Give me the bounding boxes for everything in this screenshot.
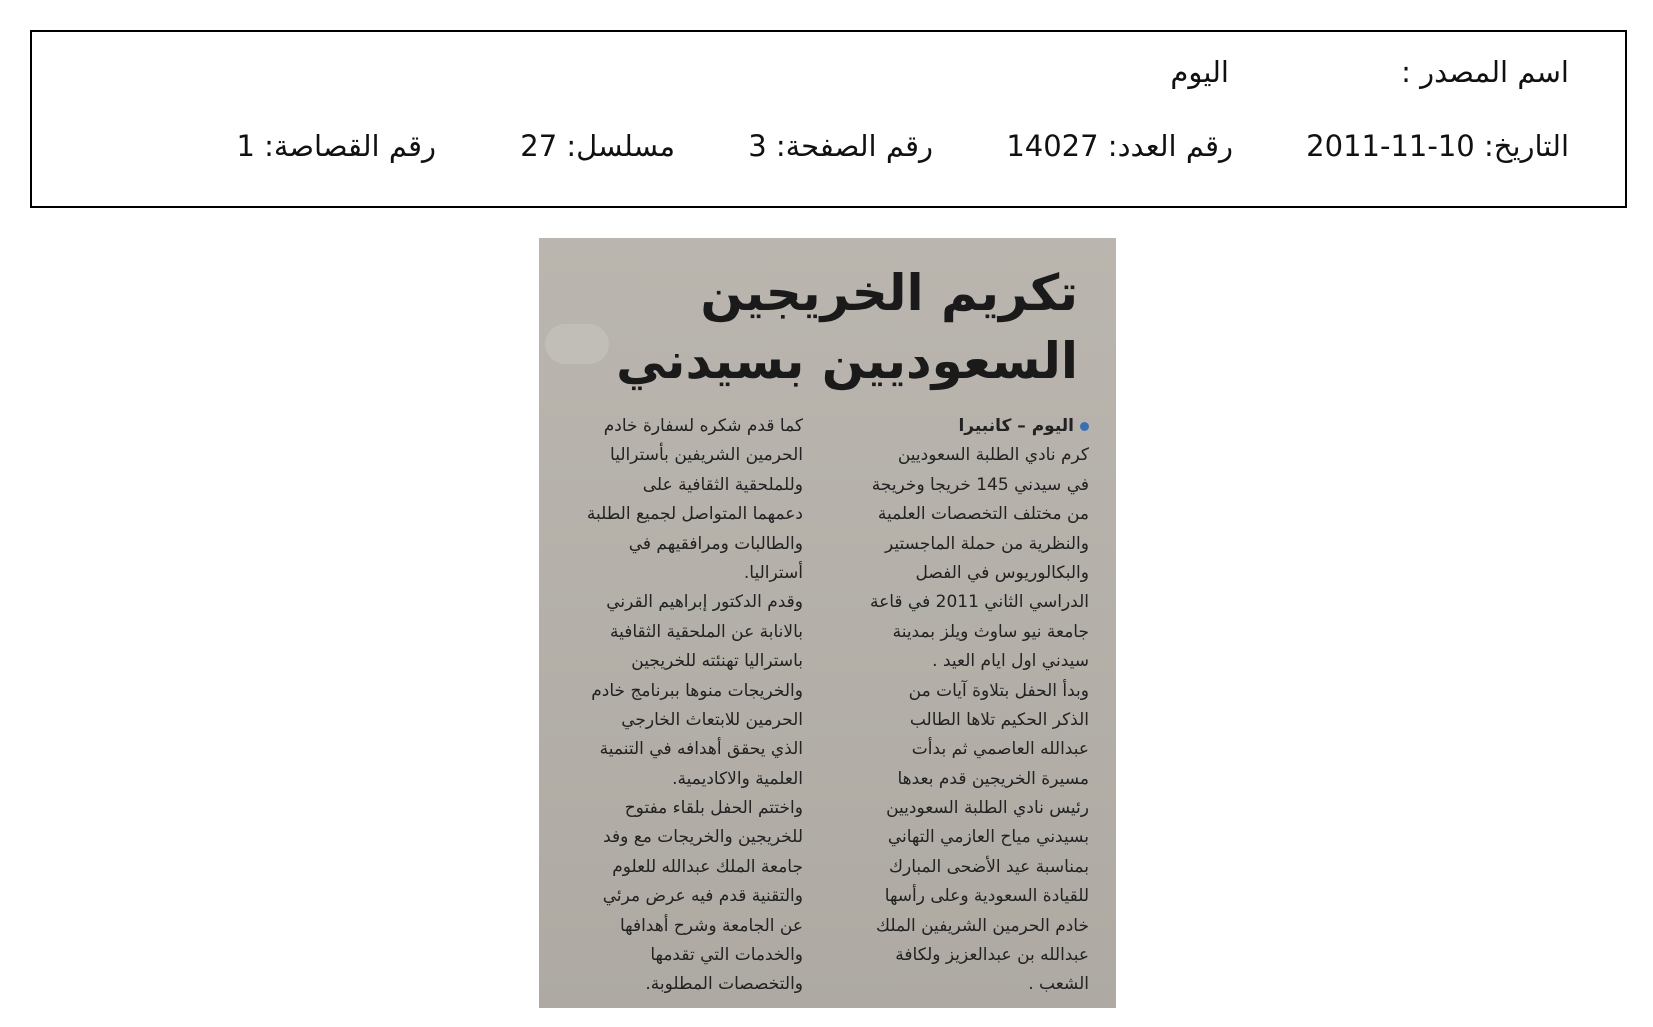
byline-text: اليوم – كانبيرا	[958, 416, 1074, 436]
article-line: الشعب .	[1028, 974, 1089, 995]
byline	[835, 412, 1089, 441]
article-line: للخريجين والخريجات مع وفد	[603, 827, 803, 848]
date-field: التاريخ: 10-11-2011	[1306, 129, 1569, 163]
article-line: والنظرية من حملة الماجستير	[885, 533, 1089, 554]
article-line: والتقنية قدم فيه عرض مرئي	[602, 886, 803, 907]
article-line: كما قدم شكره لسفارة خادم	[603, 416, 803, 436]
article-line: بسيدني مياح العازمي التهاني	[887, 827, 1089, 848]
metadata-header-box	[30, 30, 1627, 208]
article-line: من مختلف التخصصات العلمية	[877, 504, 1089, 525]
headline-line-2: السعوديين بسيدني	[616, 332, 1078, 390]
article-line: والبكالوريوس في الفصل	[915, 562, 1089, 583]
article-line: الحرمين للابتعاث الخارجي	[621, 709, 803, 730]
article-line: وقدم الدكتور إبراهيم القرني	[606, 592, 803, 613]
article-line: جامعة الملك عبدالله للعلوم	[612, 856, 803, 877]
article-line: وللملحقية الثقافية على	[642, 474, 803, 495]
article-line: عن الجامعة وشرح أهدافها	[619, 915, 803, 936]
source-label: اسم المصدر :	[1401, 55, 1569, 89]
newspaper-clipping	[539, 238, 1116, 1008]
article-line: رئيس نادي الطلبة السعوديين	[886, 798, 1089, 819]
article-line: بمناسبة عيد الأضحى المبارك	[888, 856, 1089, 877]
issue-number-field: رقم العدد: 14027	[1006, 129, 1233, 163]
article-line: باستراليا تهنئته للخريجين	[631, 651, 803, 672]
article-line: وبدأ الحفل بتلاوة آيات من	[908, 680, 1089, 701]
page-number-field: رقم الصفحة: 3	[748, 129, 933, 163]
headline-line-1: تكريم الخريجين	[700, 264, 1078, 322]
faded-print-mark	[545, 324, 609, 364]
article-line: والتخصصات المطلوبة.	[645, 974, 803, 995]
article-line: الذكر الحكيم تلاها الطالب	[909, 709, 1089, 730]
column-left-body	[555, 412, 803, 1000]
article-line: الحرمين الشريفين بأستراليا	[610, 445, 803, 466]
serial-number-field: مسلسل: 27	[520, 129, 675, 163]
article-line: خادم الحرمين الشريفين الملك	[876, 915, 1089, 936]
article-line: الذي يحقق أهدافه في التنمية	[599, 739, 803, 760]
article-column-right	[835, 412, 1089, 1000]
article-line: جامعة نيو ساوث ويلز بمدينة	[892, 621, 1089, 642]
article-line: كرم نادي الطلبة السعوديين	[897, 445, 1089, 466]
article-line: دعمهما المتواصل لجميع الطلبة	[586, 504, 803, 525]
bullet-icon	[1080, 422, 1089, 431]
article-line: أستراليا.	[743, 562, 803, 583]
article-line: والخدمات التي تقدمها	[650, 945, 803, 966]
source-value: اليوم	[1170, 55, 1229, 89]
article-line: الدراسي الثاني 2011 في قاعة	[869, 592, 1089, 613]
article-line: العلمية والاكاديمية.	[672, 768, 803, 789]
article-column-left	[555, 412, 803, 1000]
column-right-body	[835, 441, 1089, 999]
article-line: عبدالله بن عبدالعزيز ولكافة	[895, 945, 1089, 966]
article-line: سيدني اول ايام العيد .	[932, 651, 1089, 672]
article-line: بالانابة عن الملحقية الثقافية	[609, 621, 803, 642]
article-line: مسيرة الخريجين قدم بعدها	[897, 768, 1089, 789]
article-line: عبدالله العاصمي ثم بدأت	[911, 739, 1089, 760]
article-line: واختتم الحفل بلقاء مفتوح	[624, 798, 803, 819]
article-line: في سيدني 145 خريجا وخريجة	[871, 474, 1089, 495]
article-line: والخريجات منوها ببرنامج خادم	[591, 680, 803, 701]
clipping-number-field: رقم القصاصة: 1	[236, 129, 436, 163]
article-line: والطالبات ومرافقيهم في	[628, 533, 803, 554]
article-line: للقيادة السعودية وعلى رأسها	[884, 886, 1089, 907]
